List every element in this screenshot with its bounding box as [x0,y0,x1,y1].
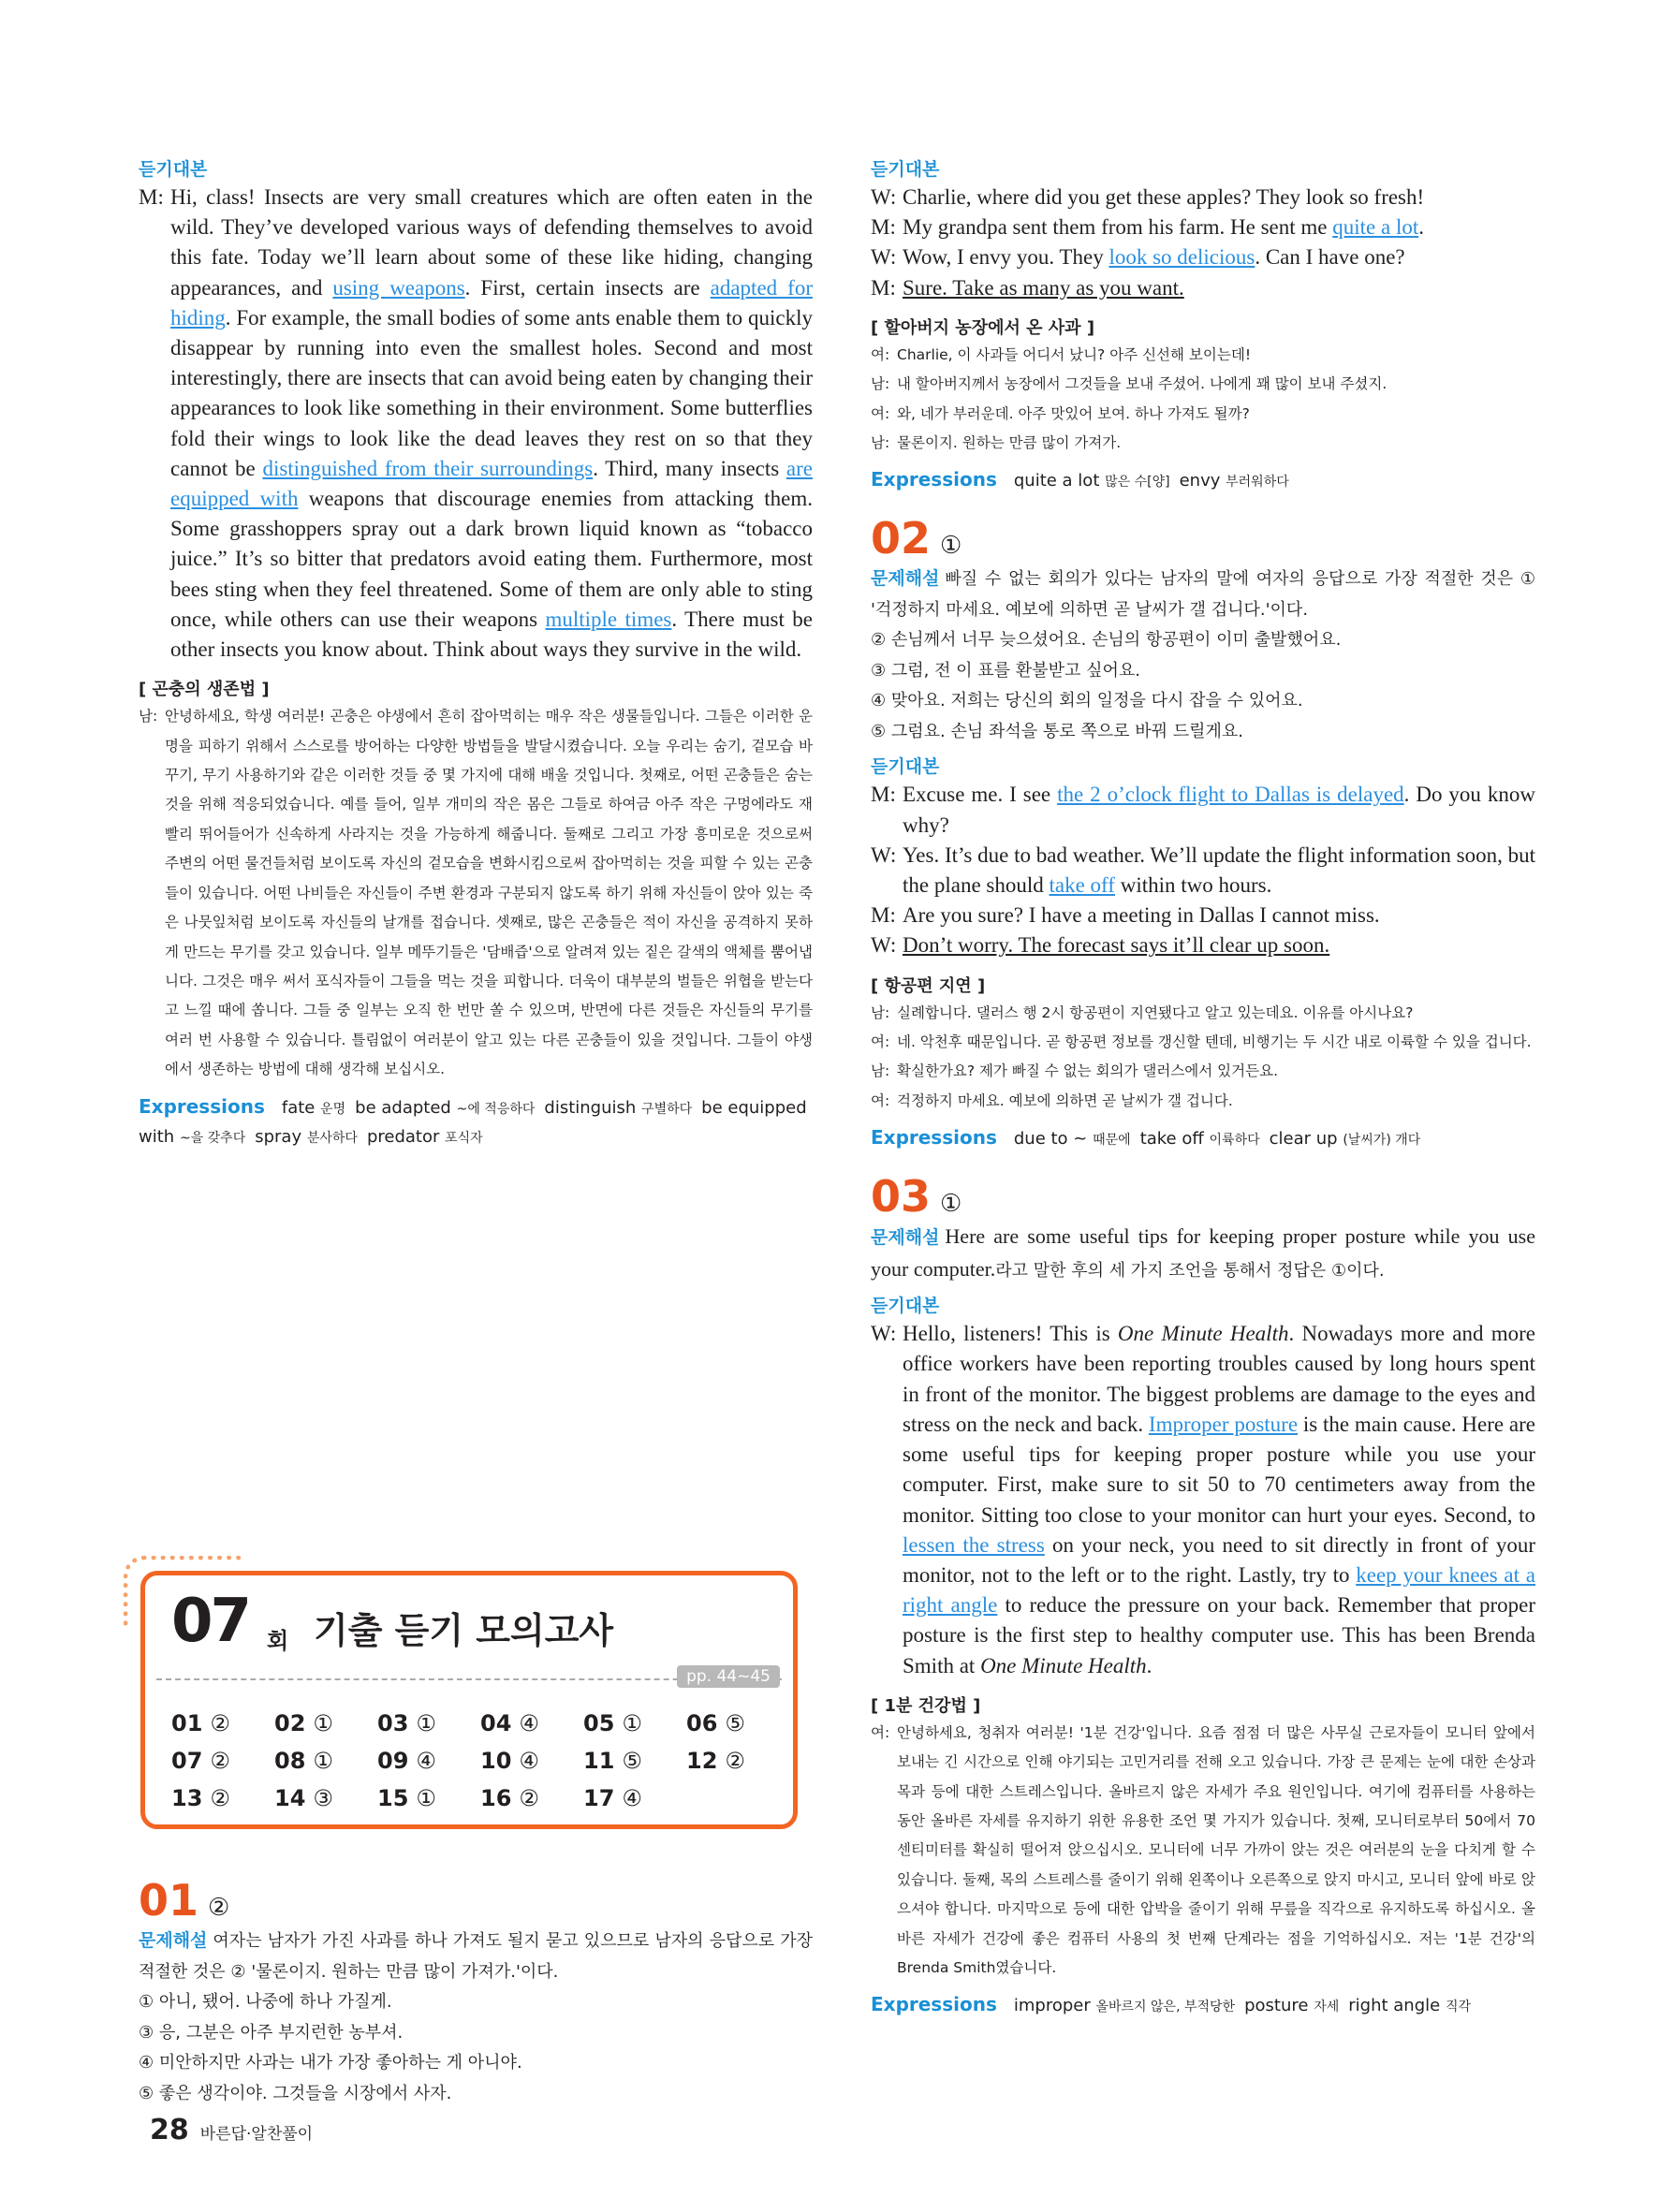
answer-choice: ④ [622,1785,642,1811]
answer-item [583,1744,686,1778]
speaker: M: [871,275,896,300]
translation-heading: [ 1분 건강법 ] [871,1695,981,1716]
dialogue [871,183,1535,303]
test-number: 07 [171,1587,250,1656]
answer-item [686,1707,789,1740]
expression-meaning: ~에 적응하다 [456,1101,536,1117]
explanation [139,1926,813,1987]
options [139,1987,813,2109]
key-phrase: Improper posture [1148,1412,1299,1436]
expression-word: spray [255,1126,302,1147]
answer-choice: ② [210,1785,230,1811]
answer-number: 04 [480,1710,512,1736]
ko-speaker: 남: [871,375,890,393]
answer-item [480,1744,583,1778]
answer-choice: ② [210,1710,230,1736]
expression-meaning: 구별하다 [641,1101,693,1117]
speaker: M: [871,215,896,240]
text-run: Yes. It’s due to bad weather. We’ll update the flight information soon, but the plane should [903,842,1535,898]
dialogue-line [871,273,1535,303]
text-run: . First, certain insects are [464,275,711,300]
expressions-label: Expressions [139,1094,265,1118]
expression-word: take off [1139,1129,1204,1150]
script-label: 듣기대본 [871,159,940,180]
question-number: 03 [871,1171,932,1223]
key-phrase: adapted for hiding [170,275,813,330]
translation [871,1719,1535,1984]
option: ④ 미안하지만 사과는 내가 가장 좋아하는 게 아니야. [139,2053,522,2073]
expressions [871,1123,1535,1154]
expression-word: fate [281,1097,316,1118]
answer-box [124,1556,807,1835]
answer-line: Sure. Take as many as you want. [903,275,1184,300]
dialogue-line [871,212,1535,242]
answer-choice: ③ [313,1785,333,1811]
question-01 [0,1858,813,2109]
dialogue-line [871,901,1535,930]
question-header [871,1171,1535,1222]
translation-line [871,1028,1535,1057]
ko-speaker: 남: [871,434,890,452]
answer-choice: ① [416,1785,436,1811]
test-title: 기출 듣기 모의고사 [314,1610,614,1651]
explanation-quote: Here are some useful tips for keeping proper posture while you use your computer. [871,1224,1535,1281]
expression-meaning: (날씨가) 개다 [1343,1133,1421,1149]
text-run: Are you sure? I have a meeting in Dallas I cannot miss. [903,903,1380,928]
key-phrase: keep your knees at a right angle [903,1562,1535,1618]
key-phrase: lessen the stress [903,1532,1045,1557]
answer-number: 01 [171,1710,203,1736]
answer-number: 08 [274,1748,306,1774]
translation-heading: [ 항공편 지연 ] [871,975,986,996]
expression-meaning: 부러워하다 [1226,475,1289,491]
passage-text [903,1319,1535,1680]
expression-meaning: 때문에 [1093,1133,1131,1149]
option: ② 손님께서 너무 늦으셨어요. 손님의 항공편이 이미 출발했어요. [871,630,1342,651]
line-text [903,901,1535,930]
line-text [903,273,1535,303]
translation-text: 안녕하세요, 학생 여러분! 곤충은 야생에서 흔히 잡아먹히는 매우 작은 생물들입니다. 그들은 이러한 운명을 피하기 위해서 스스로를 방어하는 다양한 방법들을 발달시켰습니다. 오늘 우리는 숨기, 겉모습 바꾸기, 무기 사용하기와 같은 이러한 것들 중 몇 가지에 대해 배울 것입니다. 첫째로, 어떤 곤충들은 숨는 것을 위해 적응되었습니다. 예를 들어, 일부 개미의 작은 몸은 그들로 하여금 아주 작은 구멍에라도 재빨리 뛰어들어가 신속하게 사라지는 것을 가능하게 해줍니다. 둘째로 그리고 가장 흥미로운 것으로써 주변의 어떤 물건들처럼 보이도록 자신의 겉모습을 변화시킴으로써 잡아먹히는 것을 피할 수 있는 곤충들이 있습니다. 어떤 나비들은 자신들이 주변 환경과 구분되지 않도록 하기 위해 자신들이 앉아 있는 죽은 나뭇잎처럼 보이도록 자신들의 날개를 접습니다. 셋째로, 많은 곤충들은 적이 자신을 공격하지 못하게 만드는 무기를 갖고 있습니다. 일부 메뚜기들은 '담배즙'으로 알려져 있는 짙은 갈색의 액체를 뿜어냅니다. 그것은 매우 써서 포식자들이 그들을 먹는 것을 피합니다. 더욱이 대부분의 벌들은 위협을 받는다고 느낄 때에 쏩니다. 그들 중 일부는 오직 한 번만 쏠 수 있으며, 반면에 다른 것들은 자신들의 무기를 여러 번 사용할 수 있습니다. 틀림없이 여러분이 알고 있는 다른 곤충들이 있을 것입니다. 그들이 야생에서 생존하는 방법에 대해 생각해 보십시오. [165,708,813,1078]
answer-item [274,1781,377,1815]
question-answer: ① [940,1190,962,1218]
question-number: 02 [871,513,932,564]
expression-word: be equipped with [139,1097,807,1147]
option: ⑤ 좋은 생각이야. 그것들을 시장에서 사자. [139,2083,452,2103]
expression-meaning: 많은 수[양] [1105,475,1170,491]
options [871,625,1535,747]
answer-item [377,1707,480,1740]
answer-choice: ① [622,1710,642,1736]
key-phrase: look so delicious [1108,245,1255,270]
answer-number: 13 [171,1785,203,1811]
speaker: W: [871,245,897,270]
expression-meaning: 분사하다 [306,1130,358,1146]
answer-number: 02 [274,1710,306,1736]
expression-word: distinguish [544,1097,637,1118]
option: ③ 그럼, 전 이 표를 환불받고 싶어요. [871,660,1140,681]
key-phrase: distinguished from their surroundings [262,456,594,480]
answer-item [377,1744,480,1778]
answer-number: 12 [686,1748,718,1774]
option: ③ 응, 그분은 아주 부지런한 농부셔. [139,2022,404,2043]
explanation-label: 문제해설 [139,1930,208,1951]
explanation [871,1222,1535,1286]
text-run: . For example, the small bodies of some ants enable them to quickly disappear by running into even the smallest holes. Second and most interestingly, there are insects that can avoid being eaten by changing their appearances to look like something in their environment. Some butterflies fold their wings to look like the dead leaves they rest on so that they cannot be [170,305,813,480]
answer-item [480,1707,583,1740]
expression-meaning: 운명 [320,1101,346,1117]
translation-line [871,1087,1535,1116]
answer-number: 17 [583,1785,615,1811]
answer-line: Don’t worry. The forecast says it’ll clear up soon. [903,933,1330,958]
script-passage [139,183,813,665]
ko-speaker: 여: [871,404,890,422]
ko-speaker: 여: [871,345,890,363]
question-number: 01 [139,1875,199,1926]
ko-speaker: 여: [871,1091,890,1109]
program-title: One Minute Health [980,1653,1147,1677]
answer-choice: ④ [519,1748,539,1774]
answer-number: 05 [583,1710,615,1736]
text-run: within two hours. [1114,873,1272,898]
expression-meaning: 이륙하다 [1209,1133,1260,1149]
answer-choice: ① [416,1710,436,1736]
answer-choice: ⑤ [725,1710,745,1736]
text-run: Hi, class! Insects are very small creatures which are often eaten in the wild. They’ve developed various ways of defending themselves to avoid this fate. Today we’ll learn about some of these like hiding, changing appearances, and [170,185,813,300]
explanation-label: 문제해설 [871,568,940,590]
answer-choice: ④ [416,1748,436,1774]
page-range-badge: pp. 44~45 [677,1665,780,1688]
ko-speaker: 여: [871,1723,890,1741]
text-run: Charlie, where did you get these apples? They look so fresh! [903,185,1425,209]
answer-choice: ② [725,1748,745,1774]
answer-choice: ② [210,1748,230,1774]
left-column [139,150,813,1152]
translation-line [871,999,1535,1028]
expressions-label: Expressions [871,1993,997,2016]
expression-word: envy [1179,471,1221,491]
explanation-text: 라고 말한 후의 세 가지 조언을 통해서 정답은 ①이다. [995,1260,1385,1281]
text-run: Hello, listeners! This is [903,1322,1118,1346]
answer-number: 15 [377,1785,409,1811]
translation-text: 내 할아버지께서 농장에서 그것들을 보내 주셨어. 나에게 꽤 많이 보내 주셨지. [897,375,1387,393]
answer-item [171,1744,274,1778]
expression-meaning: ~을 갖추다 [179,1130,246,1146]
speaker: W: [871,933,897,958]
translation-line [871,341,1535,370]
line-text [903,930,1535,960]
expression-word: predator [366,1126,440,1147]
text-run: to reduce the pressure on your back. Remember that proper posture is the first step to healthy computer use. This has been Brenda Smith at [903,1593,1535,1677]
ko-speaker: 남: [871,1003,890,1021]
text-run: Wow, I envy you. They [903,245,1109,270]
text-run: . Do you know why? [903,783,1535,837]
dialogue-line [871,930,1535,960]
expression-word: due to ~ [1013,1129,1088,1150]
speaker: M: [139,185,164,209]
translation-text: Charlie, 이 사과들 어디서 났니? 아주 신선해 보이는데! [897,345,1252,363]
translation [871,999,1535,1117]
text-run: . Nowadays more and more office workers have been reporting troubles caused by long hours spent in front of the monitor. The biggest problems are damage to the eyes and stress on the neck and back. [903,1322,1535,1436]
expression-word: posture [1244,1996,1309,2016]
answer-item [274,1707,377,1740]
translation-line [871,400,1535,429]
test-hoe: 회 [267,1628,289,1654]
text-run: . Can I have one? [1255,245,1405,270]
expressions [871,465,1535,496]
answer-item [686,1744,789,1778]
answer-choice: ① [313,1748,333,1774]
dialogue-line [871,183,1535,212]
answer-number: 11 [583,1748,615,1774]
explanation-label: 문제해설 [871,1227,940,1249]
page-footer [150,2114,313,2146]
translation-text: 걱정하지 마세요. 예보에 의하면 곧 날씨가 갤 겁니다. [897,1091,1233,1109]
answer-choice: ⑤ [622,1748,642,1774]
passage-text [170,183,813,665]
answer-number: 07 [171,1748,203,1774]
expressions-label: Expressions [871,468,997,491]
right-column [871,150,1535,2021]
answer-grid [171,1707,789,1815]
answer-number: 09 [377,1748,409,1774]
text-run: . There must be other insects you know about. Think about ways they survive in the wild. [170,607,813,662]
text-run: Excuse me. I see [903,783,1058,807]
explanation-text: 빠질 수 없는 회의가 있다는 남자의 말에 여자의 응답으로 가장 적절한 것은 ① '걱정하지 마세요. 예보에 의하면 곧 날씨가 갤 겁니다.'이다. [871,569,1535,620]
key-phrase: are equipped with [170,456,813,511]
translation-heading: [ 할아버지 농장에서 온 사과 ] [871,317,1095,338]
answer-item [480,1781,583,1815]
expressions [139,1092,813,1152]
line-text [903,183,1535,212]
ko-speaker: 여: [871,1033,890,1051]
dialogue [871,780,1535,960]
answer-item [377,1781,480,1815]
translation [139,702,813,1084]
key-phrase: the 2 o’clock flight to Dallas is delayed [1057,783,1404,807]
text-run: . [1146,1653,1152,1677]
text-run: on your neck, you need to sit directly in front of your monitor, not to the left or to the right. Lastly, try to [903,1532,1535,1587]
script-passage [871,1319,1535,1680]
answer-item [583,1781,686,1815]
page-number: 28 [150,2114,189,2146]
answer-number: 14 [274,1785,306,1811]
expressions [871,1990,1535,2021]
line-text [903,242,1535,272]
expression-word: quite a lot [1013,471,1100,491]
expressions-label: Expressions [871,1126,997,1150]
key-phrase: take off [1049,873,1115,898]
expression-meaning: 자세 [1314,2000,1340,2015]
explanation-text: 여자는 남자가 가진 사과를 하나 가져도 될지 묻고 있으므로 남자의 응답으로 가장 적절한 것은 ② '물론이지. 원하는 만큼 많이 가져가.'이다. [139,1931,813,1982]
text-run: is the main cause. Here are some useful tips for keeping proper posture while you use your computer. First, make sure to sit 50 to 70 centimeters away from the monitor. Sitting too close to your monitor can hurt your eyes. Second, to [903,1412,1535,1527]
answer-number: 16 [480,1785,512,1811]
answer-number: 03 [377,1710,409,1736]
answer-item [274,1744,377,1778]
text-run: . Third, many insects [593,456,786,480]
expression-word: right angle [1348,1996,1441,2016]
key-phrase: multiple times [545,607,672,631]
translation [871,341,1535,459]
text-run: My grandpa sent them from his farm. He sent me [903,215,1333,240]
translation-line [871,370,1535,399]
speaker: W: [871,185,897,209]
answer-number: 06 [686,1710,718,1736]
answer-item [171,1781,274,1815]
translation-line [871,1057,1535,1086]
translation-heading: [ 곤충의 생존법 ] [139,680,270,700]
speaker: M: [871,903,896,928]
expression-word: improper [1013,1996,1091,2016]
option: ① 아니, 됐어. 나중에 하나 가질게. [139,1992,392,2012]
translation-text: 물론이지. 원하는 만큼 많이 가져가. [897,434,1122,452]
script-label: 듣기대본 [139,159,208,180]
question-answer: ② [208,1894,230,1921]
expression-meaning: 포식자 [445,1130,483,1146]
translation-text: 안녕하세요, 청취자 여러분! '1분 건강'입니다. 요즘 점점 더 많은 사무실 근로자들이 모니터 앞에서 보내는 긴 시간으로 인해 야기되는 고민거리를 전해 오고 있습니다. 가장 큰 문제는 눈에 대한 손상과 목과 등에 대한 스트레스입니다. 올바르지 않은 자세가 주요 원인입니다. 여기에 컴퓨터를 사용하는 동안 올바른 자세를 유지하기 위한 유용한 조언 몇 가지가 있습니다. 첫째, 모니터로부터 50에서 70센티미터를 확실히 떨어져 앉으십시오. 모니터에 너무 가까이 앉는 것은 여러분의 눈을 다치게 할 수 있습니다. 둘째, 목의 스트레스를 줄이기 위해 왼쪽이나 오른쪽으로 앉지 마시고, 모니터 앞에 바로 앉으셔야 합니다. 마지막으로 등에 대한 압박을 줄이기 위해 무릎을 직각으로 유지하도록 하십시오. 올바른 자세가 건강에 좋은 컴퓨터 사용의 첫 번째 단계라는 점을 기억하십시오. 저는 '1분 건강'의 Brenda Smith였습니다. [897,1723,1535,1976]
translation-text: 네. 악천후 때문입니다. 곧 항공편 정보를 갱신할 텐데, 비행기는 두 시간 내로 이륙할 수 있을 겁니다. [897,1033,1532,1051]
expression-meaning: 직각 [1445,2000,1472,2015]
program-title: One Minute Health [1117,1322,1289,1346]
translation-line [871,429,1535,458]
translation-text: 실례합니다. 댈러스 행 2시 항공편이 지연됐다고 알고 있는데요. 이유를 아시나요? [897,1003,1414,1021]
answer-box-frame [140,1571,798,1829]
answer-choice: ④ [519,1710,539,1736]
answer-number: 10 [480,1748,512,1774]
script-label: 듣기대본 [871,756,940,778]
dialogue-line [871,242,1535,272]
key-phrase: quite a lot [1332,215,1419,240]
question-header [139,1875,813,1926]
translation-text: 와, 네가 부러운데. 아주 맛있어 보여. 하나 가져도 될까? [897,404,1250,422]
text-run: weapons that discourage enemies from attacking them. Some grasshoppers spray out a dark brown liquid known as “tobacco juice.” It’s so bitter that predators avoid eating them. Furthermore, most bees sting when they feel threatened. Some of them are only able to sting once, while others can use their weapons [170,487,813,631]
line-text [903,212,1535,242]
book-title: 바른답·알찬풀이 [199,2125,314,2144]
line-text [903,841,1535,901]
speaker: M: [871,783,896,807]
answer-item [583,1707,686,1740]
expression-word: clear up [1269,1129,1338,1150]
answer-item [171,1707,274,1740]
ko-speaker: 남: [139,708,158,725]
key-phrase: using weapons [332,275,465,300]
expression-word: be adapted [355,1097,451,1118]
question-answer: ① [940,532,962,560]
speaker: W: [871,842,897,867]
translation-text: 확실한가요? 제가 빠질 수 없는 회의가 댈러스에서 있거든요. [897,1062,1278,1080]
line-text [903,780,1535,840]
answer-choice: ② [519,1785,539,1811]
option: ⑤ 그럼요. 손님 좌석을 통로 쪽으로 바꿔 드릴게요. [871,721,1244,741]
script-label: 듣기대본 [871,1296,940,1317]
dialogue-line [871,841,1535,901]
explanation [871,564,1535,625]
dialogue-line [871,780,1535,840]
text-run: . [1418,215,1424,240]
expression-meaning: 올바르지 않은, 부적당한 [1095,2000,1236,2015]
answer-choice: ① [313,1710,333,1736]
ko-speaker: 남: [871,1062,890,1080]
speaker: W: [871,1322,897,1346]
question-header [871,513,1535,564]
option: ④ 맞아요. 저희는 당신의 회의 일정을 다시 잡을 수 있어요. [871,691,1303,711]
